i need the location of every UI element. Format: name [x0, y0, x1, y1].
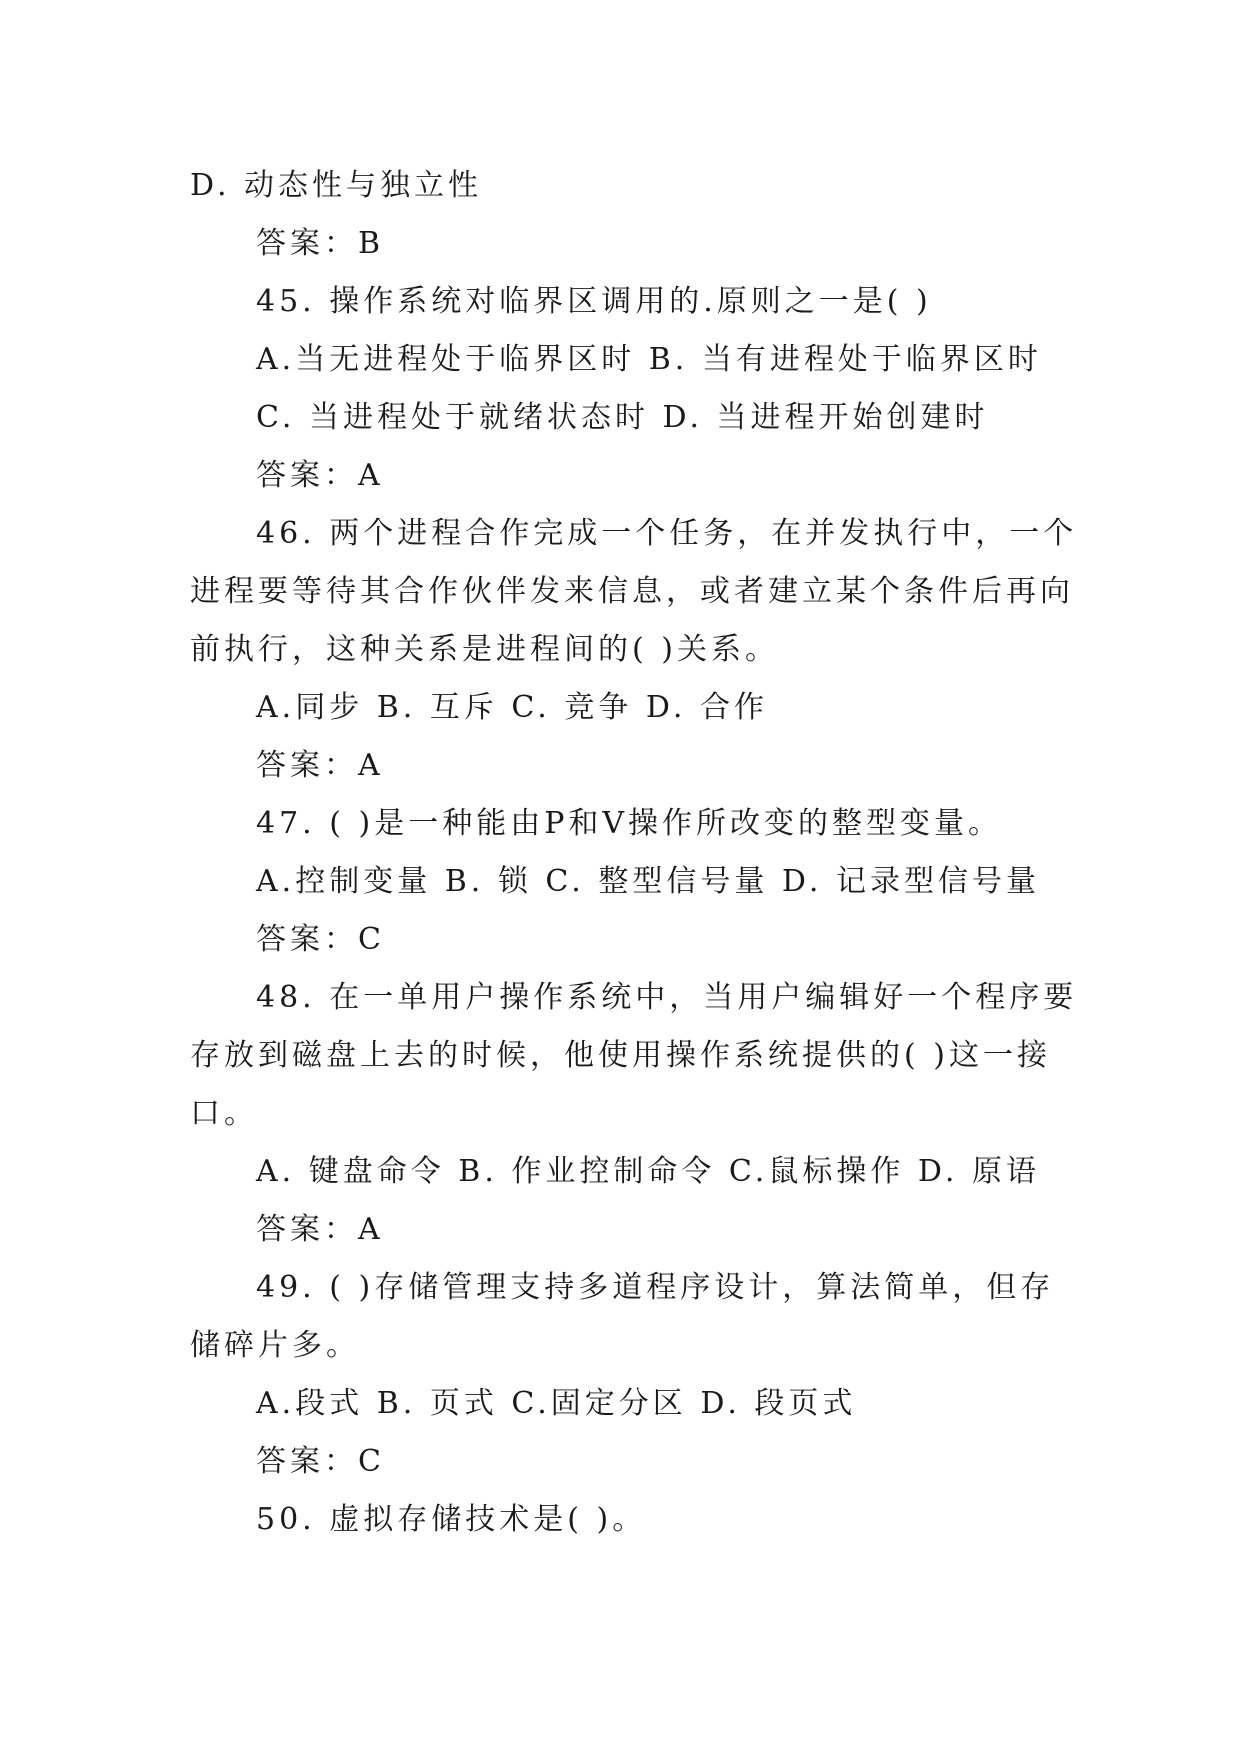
- answer-line: 答案：C: [256, 1444, 385, 1479]
- answer-line: 答案：C: [256, 922, 385, 957]
- question-text: 口。: [190, 1096, 258, 1131]
- question-text: 进程要等待其合作伙伴发来信息，或者建立某个条件后再向: [190, 574, 1074, 609]
- question-48: 48. 在一单用户操作系统中，当用户编辑好一个程序要: [256, 980, 1078, 1015]
- question-49: 49. ( )存储管理支持多道程序设计，算法简单，但存: [256, 1270, 1055, 1305]
- option-line: A.段式 B. 页式 C.固定分区 D. 段页式: [256, 1386, 857, 1421]
- option-line: A.控制变量 B. 锁 C. 整型信号量 D. 记录型信号量: [256, 864, 1040, 899]
- option-line: A.当无进程处于临界区时 B. 当有进程处于临界区时: [256, 342, 1042, 377]
- answer-line: 答案：B: [256, 226, 385, 261]
- answer-line: 答案：A: [256, 748, 384, 783]
- option-line: A. 键盘命令 B. 作业控制命令 C.鼠标操作 D. 原语: [256, 1154, 1040, 1189]
- option-line: D. 动态性与独立性: [190, 168, 483, 203]
- question-46: 46. 两个进程合作完成一个任务，在并发执行中，一个: [256, 516, 1078, 551]
- option-line: A.同步 B. 互斥 C. 竞争 D. 合作: [256, 690, 768, 725]
- question-45: 45. 操作系统对临界区调用的.原则之一是( ): [256, 284, 932, 319]
- question-text: 存放到磁盘上去的时候，他使用操作系统提供的( )这一接: [190, 1038, 1051, 1073]
- question-text: 储碎片多。: [190, 1328, 360, 1363]
- answer-line: 答案：A: [256, 458, 384, 493]
- question-50: 50. 虚拟存储技术是( )。: [256, 1502, 647, 1537]
- question-text: 前执行，这种关系是进程间的( )关系。: [190, 632, 779, 667]
- option-line: C. 当进程处于就绪状态时 D. 当进程开始创建时: [256, 400, 989, 435]
- question-47: 47. ( )是一种能由P和V操作所改变的整型变量。: [256, 806, 1003, 841]
- answer-line: 答案：A: [256, 1212, 384, 1247]
